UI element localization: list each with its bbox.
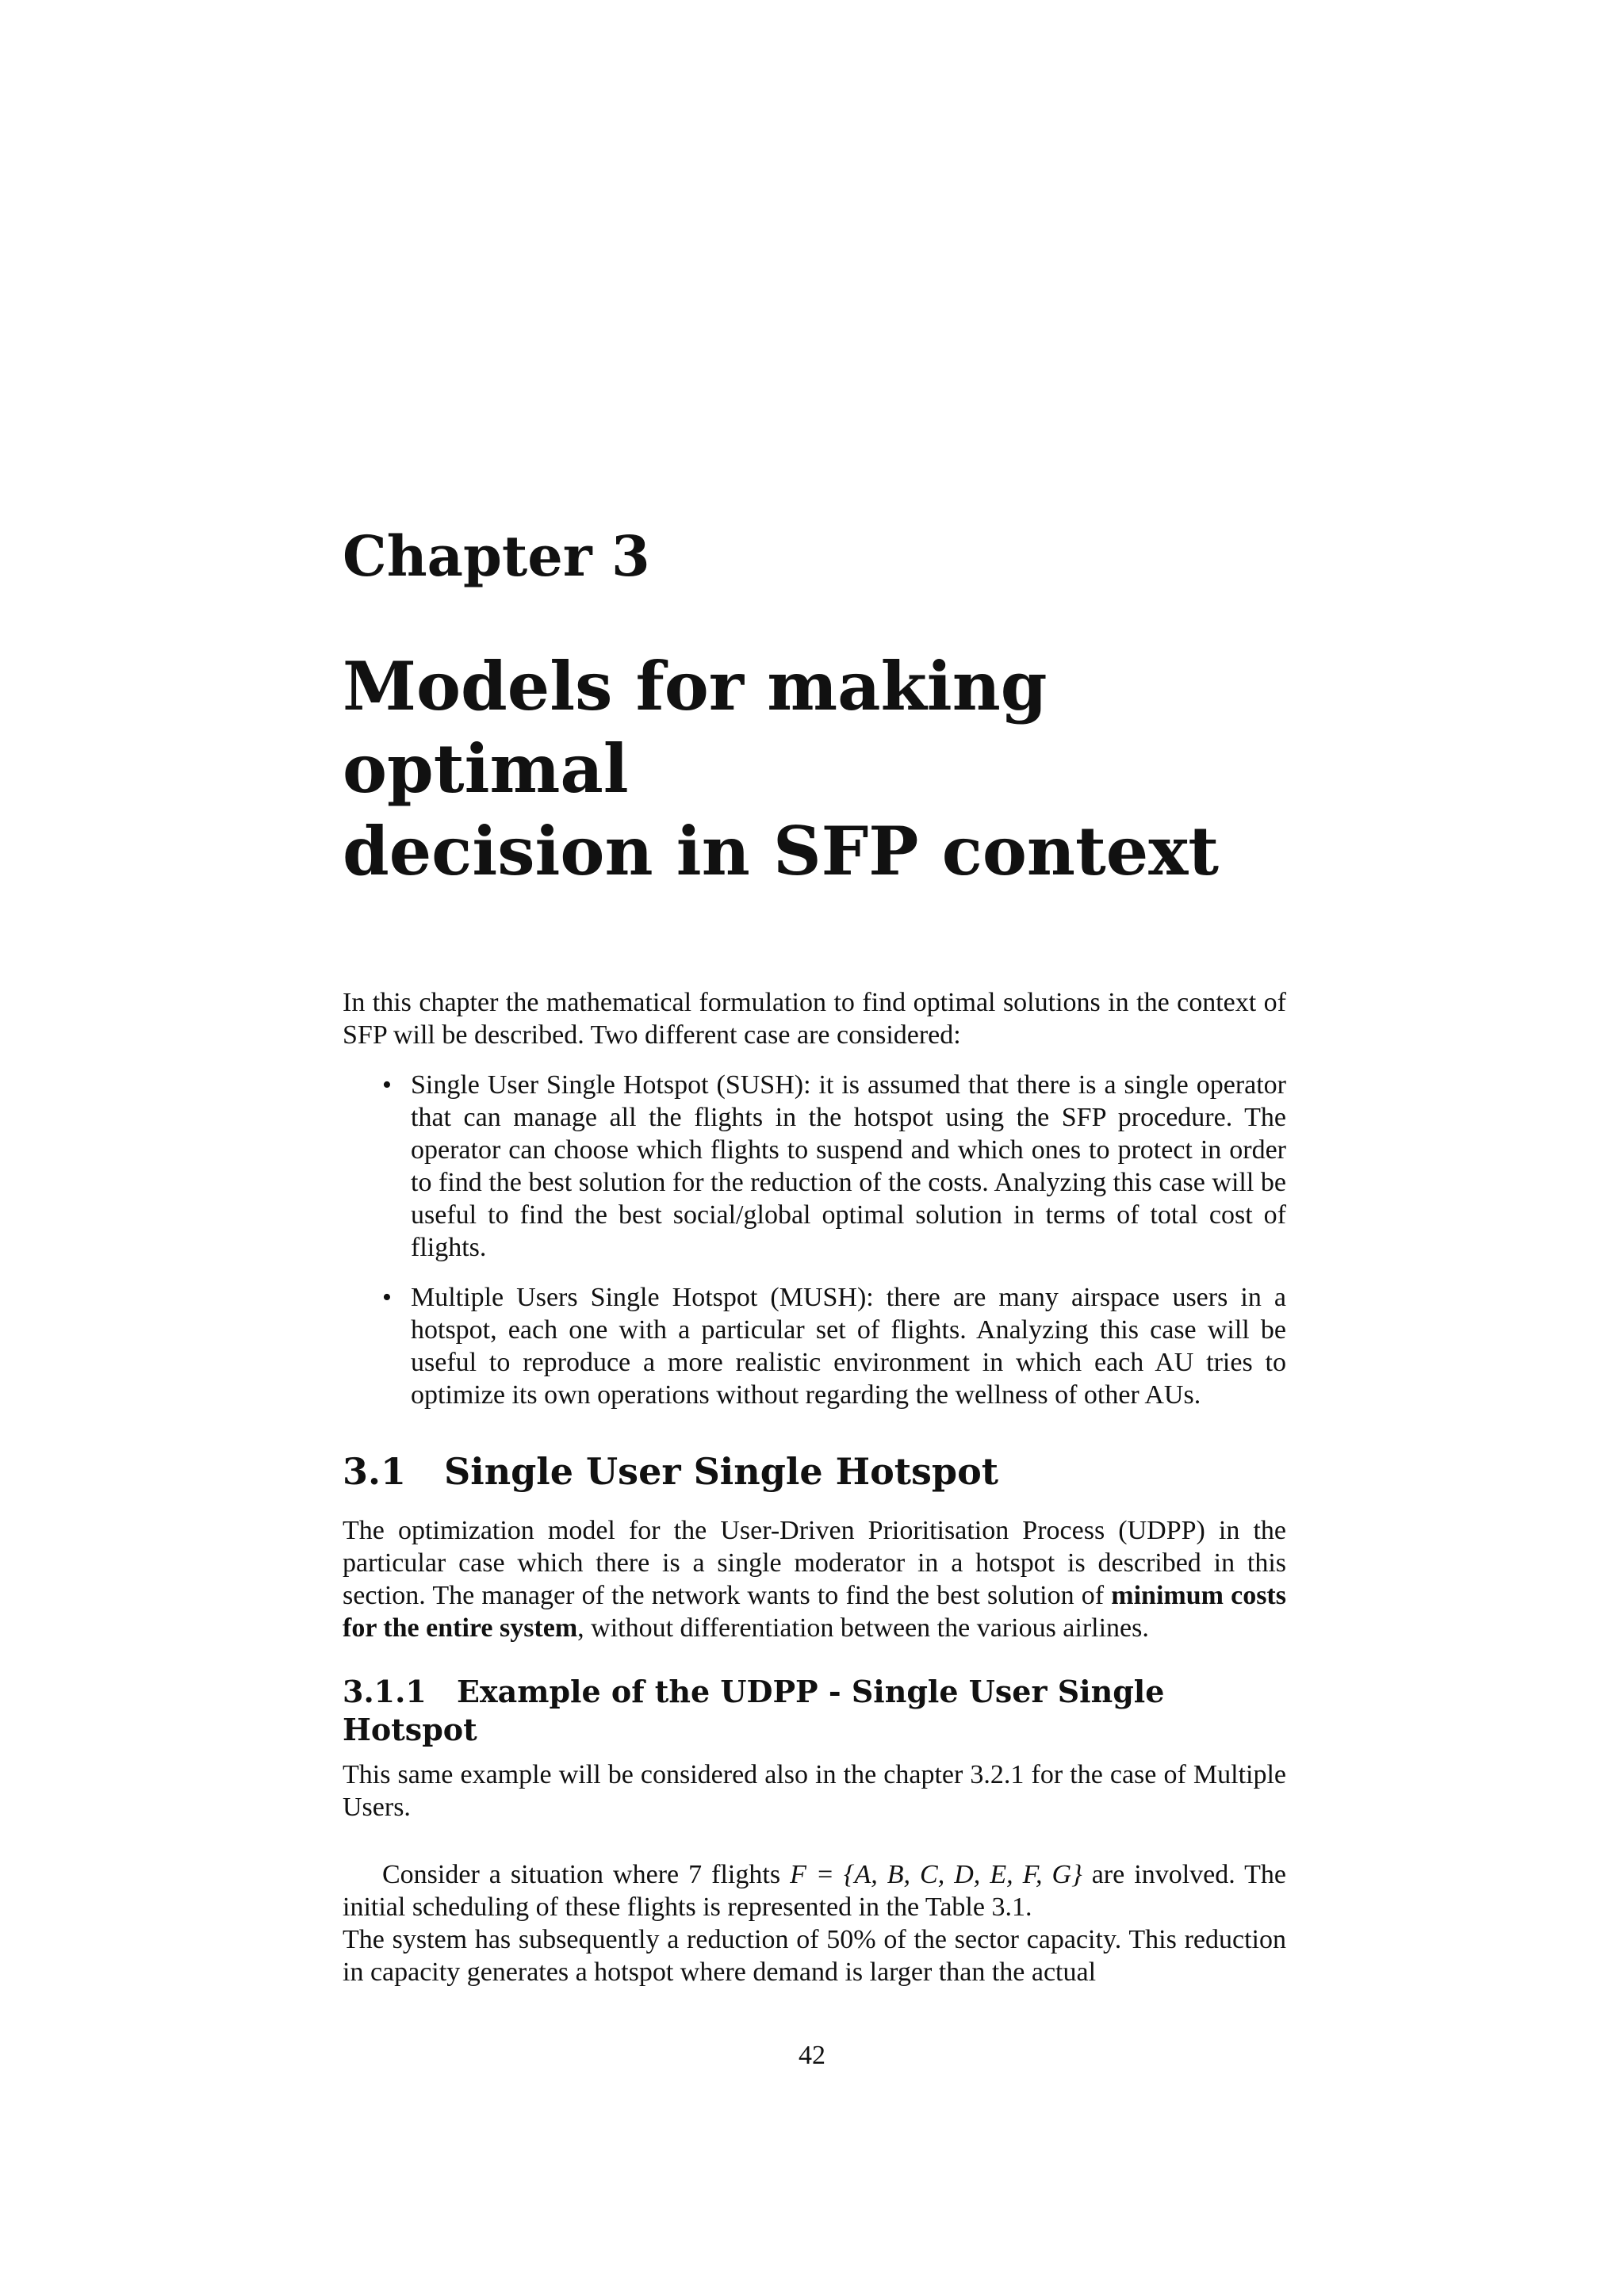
- subsection-number: 3.1.1: [343, 1674, 427, 1709]
- paragraph-text: Consider a situation where 7 flights: [382, 1860, 791, 1889]
- section-number: 3.1: [343, 1450, 407, 1493]
- intro-paragraph: In this chapter the mathematical formulation to find optimal solutions in the context of SFP will be described. Two different case are considered:: [343, 988, 1286, 1050]
- section-paragraph-tail: , without differentiation between the various airlines.: [577, 1613, 1149, 1643]
- chapter-title: [343, 645, 1286, 893]
- subsection-paragraph-2: [343, 1858, 1286, 1923]
- list-item: [343, 1069, 1286, 1264]
- section-title: Single User Single Hotspot: [444, 1450, 999, 1493]
- page-body: [343, 523, 1286, 1988]
- page-number: 42: [799, 2041, 825, 2070]
- bullet-icon: •: [382, 1283, 392, 1312]
- emphasis-text: minimum costs for the entire system: [343, 1581, 1286, 1643]
- subsection-heading: [343, 1673, 1286, 1749]
- chapter-title-line2: decision in SFP context: [343, 812, 1220, 890]
- bullet-icon: •: [382, 1070, 392, 1100]
- math-expression: F = {A, B, C, D, E, F, G}: [790, 1860, 1082, 1889]
- paragraph-tail: are involved. The initial scheduling of these flights is represented in the Table 3.1.: [343, 1860, 1287, 1922]
- case-list: [343, 1069, 1286, 1411]
- subsection-title: Example of the UDPP - Single User Single Hotspot: [343, 1674, 1165, 1747]
- list-item: [343, 1281, 1286, 1411]
- list-item-text: Single User Single Hotspot (SUSH): it is assumed that there is a single operator that can manage all the flights in the hotspot using the SFP procedure. The operator can choose which flights to suspend and which ones to protect in order to find the best solution for the reduction of the costs. Analyzing this case will be useful to find the best social/global optimal solution in terms of total cost of flights.: [411, 1070, 1286, 1262]
- section-heading: [343, 1449, 1286, 1494]
- subsection-paragraph-3: The system has subsequently a reduction of 50% of the sector capacity. This reduction in capacity generates a hotspot where demand is larger than the actual: [343, 1925, 1286, 1987]
- subsection-paragraph-1: This same example will be considered also in the chapter 3.2.1 for the case of Multiple Users.: [343, 1760, 1286, 1822]
- chapter-title-line1: Models for making optimal: [343, 647, 1048, 808]
- section-paragraph-text: The optimization model for the User-Driven Prioritisation Process (UDPP) in the particular case which there is a single moderator in a hotspot is described in this section. The manager of the network wants to find the best solution of: [343, 1516, 1286, 1610]
- section-paragraph: [343, 1514, 1286, 1644]
- chapter-label: Chapter 3: [343, 523, 650, 589]
- list-item-text: Multiple Users Single Hotspot (MUSH): there are many airspace users in a hotspot, each one with a particular set of flights. Analyzing this case will be useful to reproduce a more realistic environment in which each AU tries to optimize its own operations without regarding the wellness of other AUs.: [411, 1283, 1286, 1410]
